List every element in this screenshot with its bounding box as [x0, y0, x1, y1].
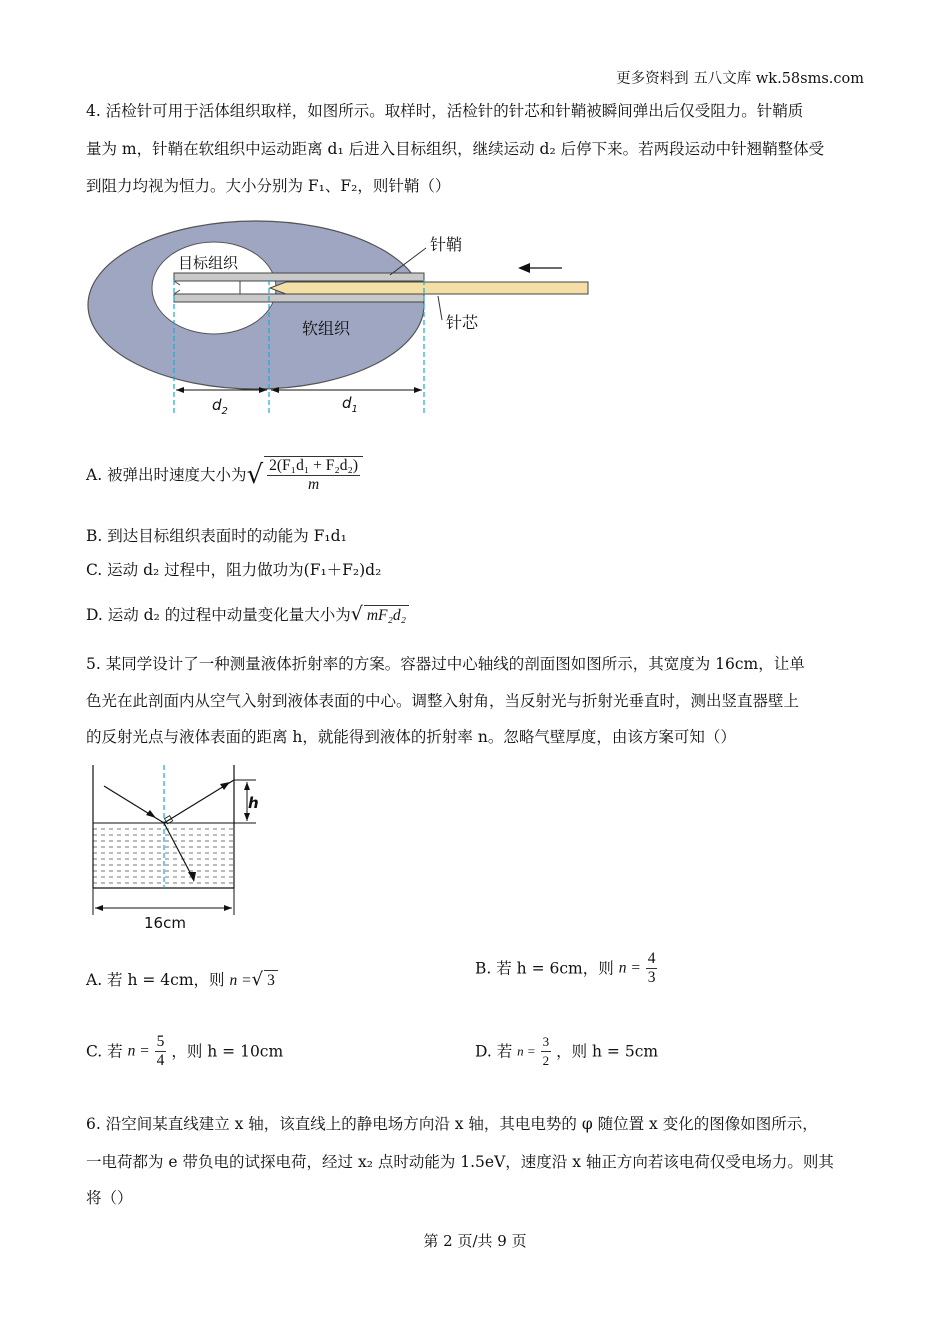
q5-container-figure: [84, 760, 274, 935]
motion-arrow: [518, 263, 530, 273]
q5-line1: 5. 某同学设计了一种测量液体折射率的方案。容器过中心轴线的剖面图如图所示，其宽度为 16cm，让单: [86, 655, 805, 673]
label-core: 针芯: [446, 313, 479, 332]
label-h: h: [248, 794, 259, 812]
q4-optA-numerator: 2(F₁d₁ + F₂d₂): [269, 457, 359, 474]
page-number: 第 2 页/共 9 页: [423, 1232, 527, 1250]
q4-optA-denominator: m: [308, 476, 320, 493]
label-d1: $d_1$: [342, 394, 358, 415]
q6-line2: 一电荷都为 e 带负电的试探电荷，经过 x₂ 点时动能为 1.5eV，速度沿 x 轴正方向若该电荷仅受电场力。则其: [86, 1153, 834, 1171]
label-d2: $d_2$: [212, 396, 228, 417]
q5-option-c: C. 若 n = $\frac{5}{4}$ ，则 h = 10cm: [86, 1033, 284, 1069]
needle-sheath-top: [174, 273, 424, 281]
q4-option-a: A. 被弹出时速度大小为√ $\frac{\text{2(F₁d₁ + F₂d₂)}}{m}$: [86, 456, 363, 506]
needle-core: [270, 282, 588, 294]
label-sheath: 针鞘: [430, 235, 463, 254]
q6-line3: 将（）: [86, 1189, 133, 1207]
q6-line1: 6. 沿空间某直线建立 x 轴，该直线上的静电场方向沿 x 轴，其电电势的 φ 随位置 x 变化的图像如图所示，: [86, 1115, 818, 1133]
label-width: 16cm: [144, 914, 186, 932]
q4-line3: 到阻力均视为恒力。大小分别为 F₁、F₂，则针鞘（）: [86, 177, 451, 195]
q5-option-b: B. 若 h = 6cm，则 n = $\frac{4}{3}$: [475, 950, 656, 986]
q5-line3: 的反射光点与液体表面的距离 h，就能得到液体的折射率 n。忽略气壁厚度，由该方案可知（）: [86, 728, 736, 746]
label-target-tissue: 目标组织: [178, 254, 239, 272]
q4-line1: 4. 活检针可用于活体组织取样，如图所示。取样时，活检针的针芯和针鞘被瞬间弹出后仅受阻力。针鞘质: [86, 102, 804, 120]
source-watermark: 更多资料到 五八文库 wk.58sms.com: [616, 71, 864, 87]
label-soft-tissue: 软组织: [302, 319, 351, 338]
q4-biopsy-needle-figure: [80, 210, 600, 425]
q5-line2: 色光在此剖面内从空气入射到液体表面的中心。调整入射角，当反射光与折射光垂直时，测出竖直器壁上: [86, 692, 800, 710]
q4-option-c: C. 运动 d₂ 过程中，阻力做功为(F₁＋F₂)d₂: [86, 561, 382, 579]
q5-option-a: A. 若 h = 4cm，则 n =√ 3: [86, 970, 278, 991]
q4-option-b: B. 到达目标组织表面时的动能为 F₁d₁: [86, 527, 347, 545]
q4-line2: 量为 m，针鞘在软组织中运动距离 d₁ 后进入目标组织，继续运动 d₂ 后停下来。若两段运动中针翘鞘整体受: [86, 140, 825, 158]
q4-option-d: D. 运动 d₂ 的过程中动量变化量大小为√ mF₂d₂: [86, 604, 409, 626]
needle-sheath-bottom: [174, 294, 424, 302]
q5-option-d: D. 若 n = $\frac{3}{2}$ ，则 h = 5cm: [475, 1034, 659, 1068]
